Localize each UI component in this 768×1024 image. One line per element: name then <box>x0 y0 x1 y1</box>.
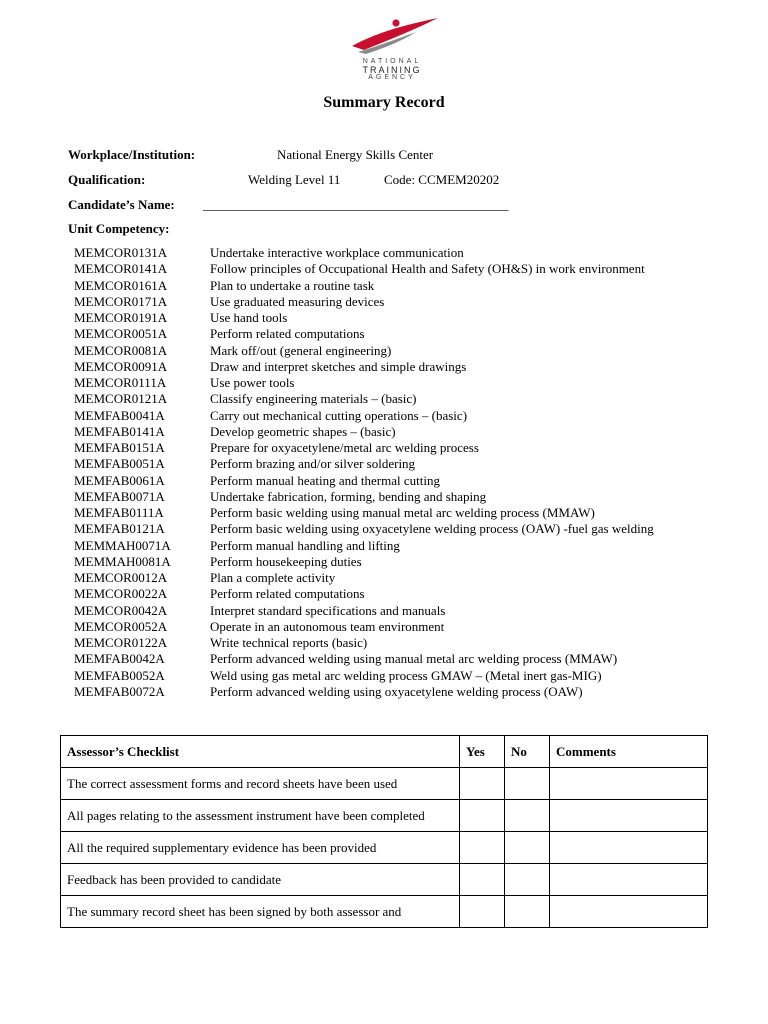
checklist-yes-cell[interactable] <box>460 800 505 832</box>
unit-row <box>74 521 654 537</box>
checklist-item: The summary record sheet has been signed by both assessor and <box>61 896 460 928</box>
workplace-value: National Energy Skills Center <box>277 147 434 162</box>
unit-description: Perform manual handling and lifting <box>210 537 400 553</box>
unit-description: Perform housekeeping duties <box>210 553 362 569</box>
unit-code: MEMCOR0171A <box>74 293 168 309</box>
assessor-checklist-table <box>60 735 708 928</box>
unit-code: MEMFAB0072A <box>74 683 165 699</box>
checklist-yes-cell[interactable] <box>460 896 505 928</box>
qualification-code: Code: CCMEM20202 <box>384 172 500 187</box>
unit-code: MEMMAH0071A <box>74 537 171 553</box>
unit-row <box>74 245 654 261</box>
unit-row <box>74 635 654 651</box>
checklist-no-cell[interactable] <box>505 768 550 800</box>
unit-code: MEMFAB0052A <box>74 667 165 683</box>
unit-description: Undertake fabrication, forming, bending and shaping <box>210 488 487 504</box>
checklist-no-cell[interactable] <box>505 832 550 864</box>
checklist-yes-cell[interactable] <box>460 864 505 896</box>
unit-code: MEMCOR0141A <box>74 261 168 277</box>
unit-description: Operate in an autonomous team environment <box>210 618 445 634</box>
unit-row <box>74 619 654 635</box>
unit-row <box>74 359 654 375</box>
unit-row <box>74 424 654 440</box>
logo-text <box>344 58 440 82</box>
unit-row <box>74 261 654 277</box>
candidate-name-field: _______________________________________________ <box>203 197 509 212</box>
unit-row <box>74 278 654 294</box>
unit-competency-label: Unit Competency: <box>68 221 170 236</box>
unit-code: MEMFAB0121A <box>74 521 165 537</box>
checklist-item: All the required supplementary evidence has been provided <box>61 832 460 864</box>
unit-code: MEMCOR0012A <box>74 570 168 585</box>
qualification-label: Qualification: <box>68 172 146 187</box>
checklist-item: The correct assessment forms and record sheets have been used <box>61 768 460 800</box>
checklist-no-cell[interactable] <box>505 896 550 928</box>
unit-code: MEMCOR0111A <box>74 375 167 390</box>
unit-code: MEMCOR0121A <box>74 391 168 407</box>
logo-line-2: TRAINING <box>362 65 422 75</box>
unit-row <box>74 684 654 700</box>
unit-row <box>74 456 654 472</box>
checklist-row <box>61 896 708 928</box>
checklist-item: Feedback has been provided to candidate <box>61 864 460 896</box>
logo-line-1: NATIONAL <box>362 58 422 65</box>
unit-code: MEMFAB0151A <box>74 440 165 455</box>
unit-description: Weld using gas metal arc welding process GMAW – (Metal inert gas-MIG) <box>210 667 602 683</box>
unit-code: MEMCOR0052A <box>74 618 168 634</box>
checklist-comments-cell[interactable] <box>550 768 708 800</box>
unit-description: Use hand tools <box>210 310 288 325</box>
checklist-no-cell[interactable] <box>505 864 550 896</box>
checklist-row <box>61 768 708 800</box>
unit-row <box>74 294 654 310</box>
unit-code: MEMCOR0122A <box>74 635 168 650</box>
checklist-comments-cell[interactable] <box>550 896 708 928</box>
unit-row <box>74 505 654 521</box>
checklist-header-row <box>61 736 708 768</box>
unit-row <box>74 489 654 505</box>
checklist-row <box>61 832 708 864</box>
unit-description: Perform basic welding using oxyacetylene welding process (OAW) -fuel gas welding <box>210 521 654 537</box>
checklist-header-comments: Comments <box>550 736 708 768</box>
unit-row <box>74 310 654 326</box>
unit-code: MEMFAB0041A <box>74 407 165 423</box>
checklist-comments-cell[interactable] <box>550 864 708 896</box>
unit-code: MEMFAB0111A <box>74 505 164 520</box>
unit-row <box>74 586 654 602</box>
unit-description: Mark off/out (general engineering) <box>210 342 392 358</box>
unit-code: MEMCOR0091A <box>74 358 168 374</box>
unit-description: Perform related computations <box>210 586 365 602</box>
unit-description: Prepare for oxyacetylene/metal arc welding process <box>210 440 479 455</box>
unit-row <box>74 391 654 407</box>
unit-description: Perform brazing and/or silver soldering <box>210 456 416 472</box>
checklist-yes-cell[interactable] <box>460 832 505 864</box>
unit-row <box>74 538 654 554</box>
checklist-comments-cell[interactable] <box>550 832 708 864</box>
unit-code: MEMCOR0022A <box>74 586 168 602</box>
unit-description: Use graduated measuring devices <box>210 293 385 309</box>
unit-description: Use power tools <box>210 375 295 390</box>
unit-description: Perform related computations <box>210 326 365 342</box>
workplace-label: Workplace/Institution: <box>68 147 196 162</box>
unit-description: Plan a complete activity <box>210 570 336 585</box>
unit-code: MEMCOR0081A <box>74 342 168 358</box>
unit-description: Follow principles of Occupational Health and Safety (OH&S) in work environment <box>210 261 645 277</box>
checklist-no-cell[interactable] <box>505 800 550 832</box>
unit-row <box>74 570 654 586</box>
unit-description: Undertake interactive workplace communication <box>210 245 464 260</box>
qualification-value: Welding Level 11 <box>248 172 341 187</box>
unit-code: MEMCOR0161A <box>74 277 168 293</box>
unit-row <box>74 440 654 456</box>
unit-description: Interpret standard specifications and manuals <box>210 602 446 618</box>
unit-row <box>74 603 654 619</box>
unit-code: MEMFAB0051A <box>74 456 165 472</box>
unit-description: Carry out mechanical cutting operations – (basic) <box>210 407 468 423</box>
unit-row <box>74 554 654 570</box>
unit-row <box>74 668 654 684</box>
unit-description: Draw and interpret sketches and simple drawings <box>210 358 467 374</box>
candidate-name-label: Candidate’s Name: <box>68 197 175 212</box>
unit-description: Perform manual heating and thermal cutting <box>210 472 440 488</box>
unit-code: MEMFAB0061A <box>74 472 165 488</box>
unit-code: MEMFAB0141A <box>74 423 165 439</box>
page-title: Summary Record <box>323 94 445 111</box>
logo-line-3: AGENCY <box>368 74 416 81</box>
unit-description: Perform basic welding using manual metal arc welding process (MMAW) <box>210 505 595 520</box>
unit-row <box>74 473 654 489</box>
checklist-yes-cell[interactable] <box>460 768 505 800</box>
unit-description: Write technical reports (basic) <box>210 635 368 650</box>
unit-description: Plan to undertake a routine task <box>210 277 375 293</box>
unit-code: MEMCOR0131A <box>74 245 168 260</box>
unit-description: Develop geometric shapes – (basic) <box>210 423 396 439</box>
unit-row <box>74 651 654 667</box>
unit-row <box>74 343 654 359</box>
checklist-item: All pages relating to the assessment instrument have been completed <box>61 800 460 832</box>
unit-description: Perform advanced welding using manual metal arc welding process (MMAW) <box>210 651 618 667</box>
checklist-row <box>61 864 708 896</box>
unit-description: Classify engineering materials – (basic) <box>210 391 417 407</box>
unit-code: MEMCOR0191A <box>74 310 168 325</box>
unit-code: MEMCOR0042A <box>74 602 168 618</box>
unit-code: MEMCOR0051A <box>74 326 168 342</box>
unit-code: MEMFAB0071A <box>74 488 165 504</box>
unit-row <box>74 408 654 424</box>
national-training-agency-logo <box>344 16 440 80</box>
unit-competency-list <box>74 245 654 700</box>
unit-row <box>74 326 654 342</box>
checklist-row <box>61 800 708 832</box>
checklist-header-item: Assessor’s Checklist <box>61 736 460 768</box>
unit-code: MEMMAH0081A <box>74 553 171 569</box>
unit-row <box>74 375 654 391</box>
unit-code: MEMFAB0042A <box>74 651 165 667</box>
unit-description: Perform advanced welding using oxyacetylene welding process (OAW) <box>210 683 583 699</box>
checklist-header-yes: Yes <box>460 736 505 768</box>
checklist-header-no: No <box>505 736 550 768</box>
checklist-comments-cell[interactable] <box>550 800 708 832</box>
logo-swoosh-icon <box>344 16 440 58</box>
